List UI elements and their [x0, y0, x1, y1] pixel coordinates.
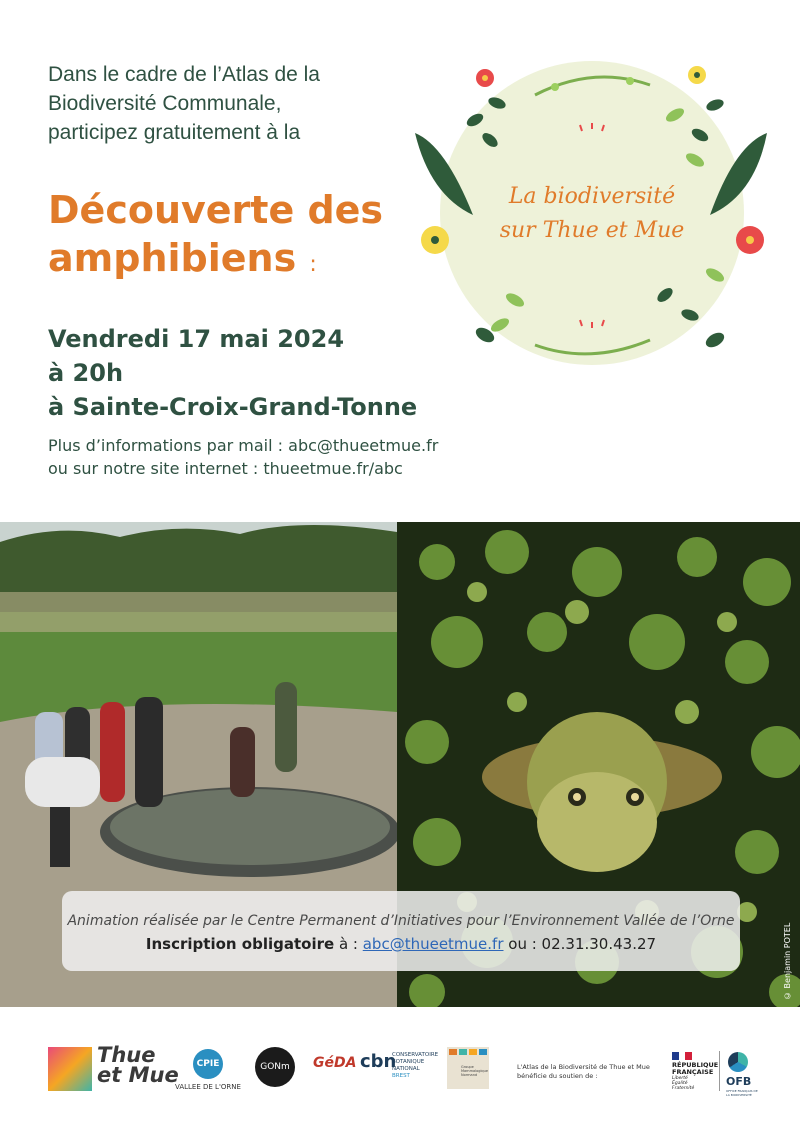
thue-et-mue-logo-icon — [48, 1047, 92, 1091]
email-link[interactable]: abc@thueetmue.fr — [362, 935, 504, 953]
flower-icon — [421, 226, 449, 254]
ofb-sub: OFFICE FRANÇAIS DE LA BIODIVERSITÉ — [726, 1089, 758, 1097]
ofb-logo: OFB — [726, 1075, 752, 1088]
animation-text: Animation réalisée par le Centre Permanent d’Initiatives pour l’Environnement Vallée de l’Orne — [67, 913, 735, 929]
intro-line-1: Dans le cadre de l’Atlas de la — [48, 63, 320, 86]
event-place: à Sainte-Croix-Grand-Tonne — [48, 393, 418, 421]
gonm-logo: GONm — [255, 1047, 295, 1087]
rf-line-3: Liberté — [672, 1076, 688, 1081]
rf-line-2: FRANÇAISE — [672, 1068, 714, 1076]
event-date: Vendredi 17 mai 2024 — [48, 325, 345, 353]
wreath-illustration — [405, 45, 780, 375]
wreath-line-2: sur Thue et Mue — [499, 218, 685, 243]
thue-et-mue-logo — [97, 1045, 179, 1085]
rf-line-1: RÉPUBLIQUE — [672, 1061, 719, 1069]
gmn-text: Groupe Mammalogique Normand — [461, 1065, 489, 1077]
support-line-2: bénéficie du soutien de : — [517, 1072, 598, 1080]
biodiversity-wreath — [405, 45, 780, 375]
cbn-line-4: BREST — [392, 1073, 410, 1079]
flower-icon — [688, 66, 706, 84]
title-line-2: amphibiens — [48, 236, 297, 280]
event-details — [48, 322, 448, 424]
gmn-logo — [447, 1047, 489, 1089]
intro-line-2: Biodiversité Communale, — [48, 92, 282, 115]
wreath-line-1: La biodiversité — [508, 184, 676, 209]
flower-icon — [736, 226, 764, 254]
flower-icon — [476, 69, 494, 87]
republique-francaise-logo — [672, 1062, 718, 1091]
rf-line-4: Égalité — [672, 1081, 688, 1086]
info-line-1: Plus d’informations par mail : abc@thueetmue.fr — [48, 436, 439, 455]
intro-text — [48, 60, 408, 147]
logo-divider — [719, 1051, 720, 1091]
inscription-label: Inscription obligatoire — [145, 935, 335, 953]
french-flag-icon — [672, 1052, 692, 1060]
intro-line-3: participez gratuitement à la — [48, 121, 301, 144]
footer-logos — [0, 1007, 800, 1132]
thue-line-2: et Mue — [97, 1063, 179, 1087]
inscription-sep: à : — [334, 935, 363, 953]
page-title — [48, 186, 408, 289]
info-line-2: ou sur notre site internet : thueetmue.fr/abc — [48, 459, 403, 478]
cbn-line-1: CONSERVATOIRE — [392, 1052, 439, 1058]
cbn-text — [392, 1052, 438, 1080]
geda-logo: GéDA — [313, 1055, 357, 1071]
phone-text: ou : 02.31.30.43.27 — [503, 935, 657, 953]
cbn-line-2: BOTANIQUE — [392, 1059, 425, 1065]
contact-info — [48, 434, 468, 480]
rf-line-5: Fraternité — [672, 1086, 695, 1091]
inscription-banner — [62, 891, 740, 971]
ofb-logo-icon — [728, 1052, 748, 1072]
photo-credit: © Benjamin POTEL — [783, 922, 792, 1000]
cpie-sub: VALLEE DE L'ORNE — [175, 1083, 241, 1091]
thue-line-1: Thue — [97, 1043, 156, 1067]
inscription-line — [62, 935, 740, 953]
title-colon: : — [309, 252, 317, 277]
support-line-1: L'Atlas de la Biodiversité de Thue et Mue — [517, 1063, 650, 1071]
cpie-logo: CPIE — [193, 1049, 223, 1079]
cbn-logo: cbn — [360, 1051, 397, 1072]
cbn-line-3: NATIONAL — [392, 1066, 420, 1072]
support-text — [517, 1063, 650, 1081]
event-time: à 20h — [48, 359, 124, 387]
title-line-1: Découverte des — [48, 188, 384, 232]
